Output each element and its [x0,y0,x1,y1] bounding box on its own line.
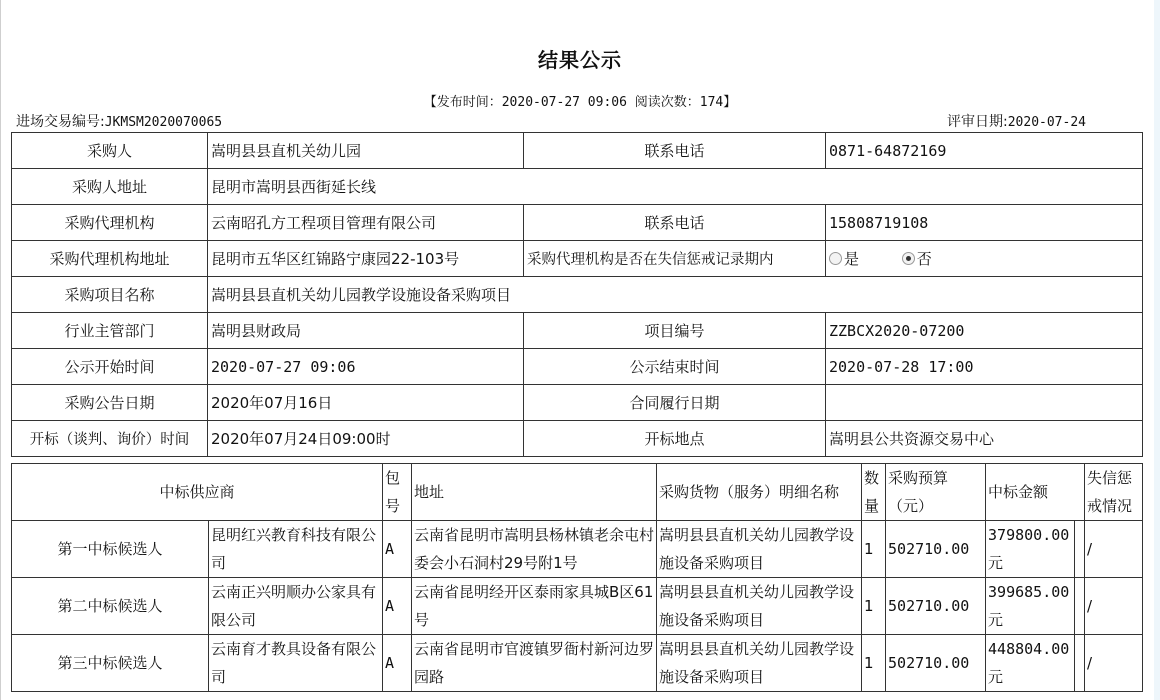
supplier-header-row [12,464,1143,521]
candidate-goods: 嵩明县县直机关幼儿园教学设施设备采购项目 [657,521,862,578]
project-name-label: 采购项目名称 [12,277,208,313]
table-row [12,241,1143,277]
trade-number-label: 进场交易编号: [16,114,105,130]
header-address: 地址 [412,464,657,521]
table-row [12,133,1143,169]
supplier-row [12,521,1143,578]
dishonest-option-no[interactable] [902,248,932,269]
project-no-value: ZZBCX2020-07200 [826,313,1143,349]
candidate-address: 云南省昆明市嵩明县杨林镇老余屯村委会小石洞村29号附1号 [412,521,657,578]
table-row [12,205,1143,241]
notice-end-label: 公示结束时间 [524,349,826,385]
table-row [12,385,1143,421]
table-row [12,169,1143,205]
radio-yes[interactable] [829,252,842,265]
header-amount: 中标金额 [986,464,1085,521]
spacer-cell [1075,578,1085,635]
candidate-amount: 379800.00元 [986,521,1075,578]
project-info-table [11,132,1143,457]
candidate-goods: 嵩明县县直机关幼儿园教学设施设备采购项目 [657,578,862,635]
open-place-label: 开标地点 [524,421,826,457]
supplier-row [12,635,1143,692]
page-title: 结果公示 [538,48,622,72]
purchaser-address-label: 采购人地址 [12,169,208,205]
table-row [12,421,1143,457]
announce-date-value: 2020年07月16日 [208,385,524,421]
agency-value: 云南昭孔方工程项目管理有限公司 [208,205,524,241]
supplier-table [11,463,1143,692]
header-budget: 采购预算（元） [886,464,986,521]
candidate-dishonest: / [1085,578,1143,635]
purchaser-phone-label: 联系电话 [524,133,826,169]
supplier-row [12,578,1143,635]
candidate-amount: 399685.00元 [986,578,1075,635]
candidate-rank: 第二中标候选人 [12,578,209,635]
project-no-label: 项目编号 [524,313,826,349]
table-row [12,313,1143,349]
candidate-dishonest: / [1085,521,1143,578]
review-date-label: 评审日期: [947,114,1008,130]
spacer-cell [1075,635,1085,692]
header-qty: 数量 [862,464,886,521]
trade-number-value: JKMSM2020070065 [104,115,223,130]
trade-number [16,111,222,131]
dishonest-question-label: 采购代理机构是否在失信惩戒记录期内 [524,241,826,277]
review-date [947,111,1086,131]
dept-value: 嵩明县财政局 [208,313,524,349]
candidate-rank: 第三中标候选人 [12,635,209,692]
candidate-amount: 448804.00元 [986,635,1075,692]
purchaser-phone-value: 0871-64872169 [826,133,1143,169]
dishonest-option-yes[interactable] [829,248,859,269]
open-place-value: 嵩明县公共资源交易中心 [826,421,1143,457]
table-row [12,277,1143,313]
dept-label: 行业主管部门 [12,313,208,349]
agency-address-label: 采购代理机构地址 [12,241,208,277]
notice-end-value: 2020-07-28 17:00 [826,349,1143,385]
spacer-cell [1075,521,1085,578]
dishonest-radio-group [826,241,1143,277]
candidate-name: 云南育才教具设备有限公司 [209,635,383,692]
header-dishonest: 失信惩戒情况 [1085,464,1143,521]
candidate-budget: 502710.00 [886,521,986,578]
notice-start-value: 2020-07-27 09:06 [208,349,524,385]
candidate-package: A [383,635,412,692]
candidate-qty: 1 [862,578,886,635]
header-goods: 采购货物（服务）明细名称 [657,464,862,521]
purchaser-label: 采购人 [12,133,208,169]
review-date-value: 2020-07-24 [1007,115,1086,130]
publish-info: 【发布时间：2020-07-27 09:06 阅读次数：174】 [423,95,737,110]
candidate-qty: 1 [862,635,886,692]
agency-phone-label: 联系电话 [524,205,826,241]
contract-date-label: 合同履行日期 [524,385,826,421]
header-package: 包号 [383,464,412,521]
candidate-package: A [383,521,412,578]
candidate-goods: 嵩明县县直机关幼儿园教学设施设备采购项目 [657,635,862,692]
purchaser-value: 嵩明县县直机关幼儿园 [208,133,524,169]
announce-date-label: 采购公告日期 [12,385,208,421]
candidate-package: A [383,578,412,635]
candidate-name: 云南正兴明顺办公家具有限公司 [209,578,383,635]
agency-address-value: 昆明市五华区红锦路宁康园22-103号 [208,241,524,277]
candidate-address: 云南省昆明市官渡镇罗衙村新河边罗园路 [412,635,657,692]
open-time-value: 2020年07月24日09:00时 [208,421,524,457]
project-name-value: 嵩明县县直机关幼儿园教学设施设备采购项目 [208,277,1143,313]
meta-row [16,111,1086,131]
candidate-address: 云南省昆明经开区泰雨家具城B区61号 [412,578,657,635]
radio-yes-label: 是 [844,250,860,268]
table-row [12,349,1143,385]
agency-label: 采购代理机构 [12,205,208,241]
contract-date-value [826,385,1143,421]
notice-start-label: 公示开始时间 [12,349,208,385]
radio-no-label: 否 [916,250,932,268]
radio-no[interactable] [902,252,915,265]
open-time-label: 开标（谈判、询价）时间 [12,421,208,457]
candidate-rank: 第一中标候选人 [12,521,209,578]
purchaser-address-value: 昆明市嵩明县西街延长线 [208,169,1143,205]
agency-phone-value: 15808719108 [826,205,1143,241]
candidate-qty: 1 [862,521,886,578]
candidate-name: 昆明红兴教育科技有限公司 [209,521,383,578]
candidate-budget: 502710.00 [886,635,986,692]
candidate-dishonest: / [1085,635,1143,692]
candidate-budget: 502710.00 [886,578,986,635]
header-supplier: 中标供应商 [12,464,383,521]
